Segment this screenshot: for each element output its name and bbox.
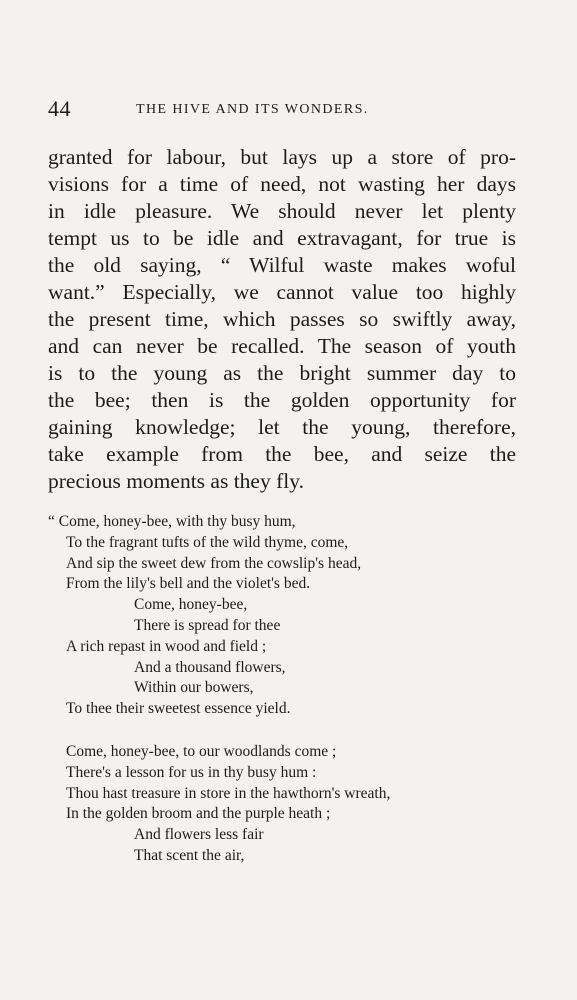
prose-line: in idle pleasure. We should never let plenty — [48, 199, 516, 223]
prose-line: the old saying, “ Wilful waste makes woful — [48, 253, 516, 277]
prose-line: and can never be recalled. The season of youth — [48, 334, 516, 358]
prose-line: the present time, which passes so swiftly away, — [48, 307, 516, 331]
verse-line: To thee their sweetest essence yield. — [66, 700, 291, 718]
prose-line: visions for a time of need, not wasting her days — [48, 172, 516, 196]
poem — [48, 512, 518, 867]
poem-stanza — [48, 742, 518, 867]
verse-line: In the golden broom and the purple heath ; — [66, 805, 331, 823]
prose-line: precious moments as they fly. — [48, 469, 304, 493]
verse-line: Thou hast treasure in store in the hawthorn's wreath, — [66, 784, 391, 802]
prose-paragraph — [48, 144, 516, 495]
verse-line: Come, honey-bee, — [134, 596, 248, 614]
verse-line: Come, honey-bee, to our woodlands come ; — [66, 742, 337, 760]
verse-line: There's a lesson for us in thy busy hum : — [66, 763, 317, 781]
prose-line: is to the young as the bright summer day to — [48, 361, 516, 385]
page-header — [48, 96, 528, 126]
verse-line: A rich repast in wood and field ; — [66, 637, 267, 655]
verse-line: And flowers less fair — [134, 826, 264, 844]
prose-line: tempt us to be idle and extravagant, for true is — [48, 226, 516, 250]
verse-line: And sip the sweet dew from the cowslip's head, — [66, 554, 362, 572]
prose-line: the bee; then is the golden opportunity for — [48, 388, 516, 412]
verse-line: Within our bowers, — [134, 679, 254, 697]
verse-line: To the fragrant tufts of the wild thyme, come, — [66, 533, 349, 551]
prose-line: want.” Especially, we cannot value too highly — [48, 280, 516, 304]
running-head: THE HIVE AND ITS WONDERS. — [136, 102, 369, 117]
verse-line: There is spread for thee — [134, 616, 281, 634]
stanza-break — [48, 720, 518, 742]
poem-stanza — [48, 512, 518, 720]
verse-line: That scent the air, — [134, 846, 245, 864]
page-number: 44 — [48, 96, 71, 121]
verse-line: From the lily's bell and the violet's bed. — [66, 575, 311, 593]
prose-line: gaining knowledge; let the young, therefore, — [48, 415, 516, 439]
prose-line: granted for labour, but lays up a store of pro- — [48, 145, 516, 169]
prose-line: take example from the bee, and seize the — [48, 442, 516, 466]
verse-line: “ Come, honey-bee, with thy busy hum, — [48, 513, 296, 530]
verse-line: And a thousand flowers, — [134, 658, 286, 676]
